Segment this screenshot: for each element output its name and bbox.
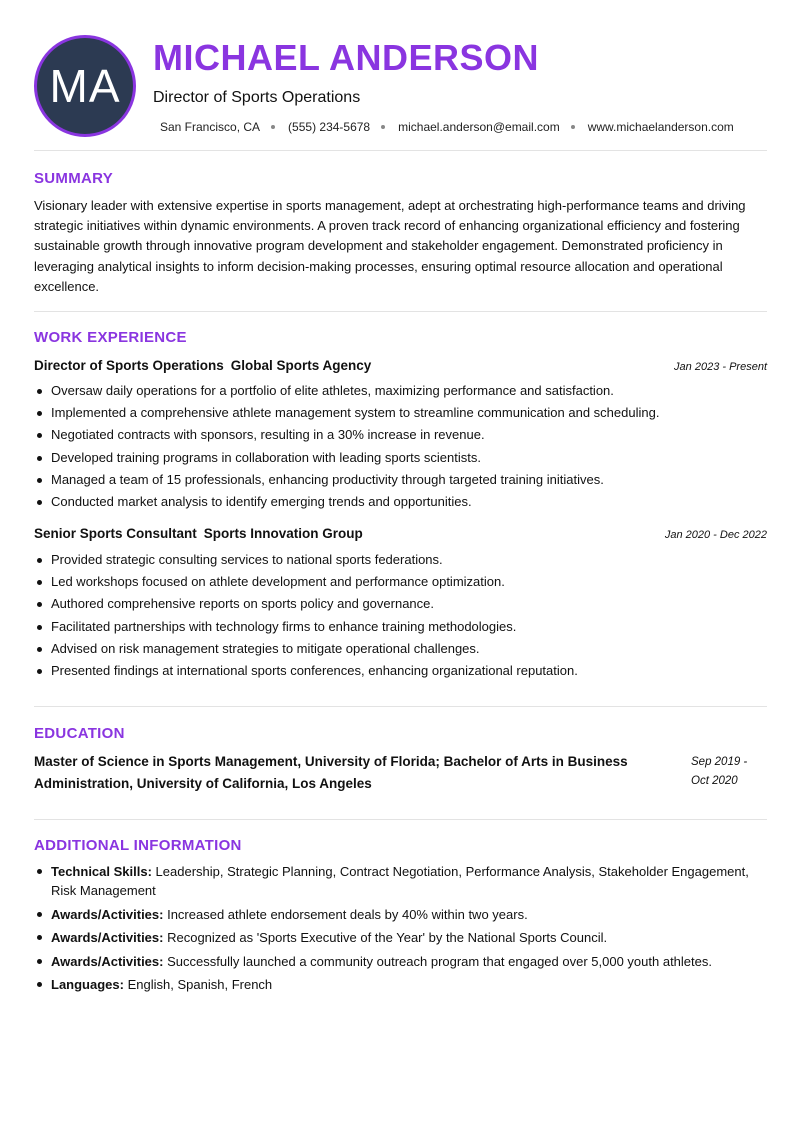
additional-heading: ADDITIONAL INFORMATION [34, 837, 242, 854]
divider [34, 311, 767, 312]
job-dates: Jan 2023 - Present [674, 361, 767, 373]
education-heading: EDUCATION [34, 725, 125, 742]
contact-email[interactable]: michael.anderson@email.com [398, 120, 560, 134]
item-label: Technical Skills: [51, 864, 152, 879]
divider [34, 819, 767, 820]
education-dates: Sep 2019 - Oct 2020 [691, 756, 748, 787]
job-bullets [34, 549, 767, 682]
avatar-initials: MA [49, 60, 121, 112]
list-item [34, 952, 767, 971]
job-header [34, 526, 767, 541]
list-item [34, 928, 767, 947]
item-text: Increased athlete endorsement deals by 40% within two years. [167, 906, 528, 922]
list-item [34, 905, 767, 924]
languages-label: Languages: [51, 977, 124, 992]
list-item: Provided strategic consulting services to national sports federations. [34, 549, 767, 571]
summary-text: Visionary leader with extensive expertise in sports management, adept at orchestrating high-performance teams and driving strategic initiatives within dynamic environments. A proven track record of enhancing organizational efficiency and fostering sustainable growth through innovative program development and stakeholder engagement. Demonstrated proficiency in leveraging analytical insights to inform decision-making processes, ensuring optimal resource allocation and operational excellence. [34, 198, 746, 294]
bullet-separator [571, 125, 575, 129]
list-item: Oversaw daily operations for a portfolio of elite athletes, maximizing performance and satisfaction. [34, 380, 767, 402]
job-company: Global Sports Agency [230, 358, 372, 373]
job-role [34, 358, 371, 373]
contact-location: San Francisco, CA [160, 120, 261, 134]
avatar [34, 35, 136, 137]
candidate-name: MICHAEL ANDERSON [153, 37, 540, 78]
item-text: Successfully launched a community outreach program that engaged over 5,000 youth athletes. [167, 953, 712, 969]
list-item: Negotiated contracts with sponsors, resulting in a 30% increase in revenue. [34, 424, 767, 446]
language: , French [224, 977, 272, 992]
item-label: Awards/Activities: [51, 906, 164, 922]
bullet-separator [381, 125, 385, 129]
list-item: Developed training programs in collaboration with leading sports scientists. [34, 447, 767, 469]
item-text: Recognized as 'Sports Executive of the Year' by the National Sports Council. [167, 930, 608, 945]
job-title: Director of Sports Operations [34, 358, 224, 373]
candidate-title: Director of Sports Operations [153, 89, 361, 106]
list-item: Presented findings at international sports conferences, enhancing organizational reputation. [34, 660, 767, 682]
job-role [34, 526, 363, 541]
language: , Spanish [170, 977, 224, 992]
item-text: Leadership, Strategic Planning, Contract Negotiation, Performance Analysis, Stakeholder Engagement, Risk Management [51, 864, 749, 898]
summary-heading: SUMMARY [34, 170, 114, 187]
list-item: Led workshops focused on athlete development and performance optimization. [34, 571, 767, 593]
bullet-separator [271, 125, 275, 129]
additional-list [34, 862, 767, 999]
contact-website[interactable]: www.michaelanderson.com [587, 120, 734, 134]
list-item: Authored comprehensive reports on sports policy and governance. [34, 593, 767, 615]
list-item: Facilitated partnerships with technology firms to enhance training methodologies. [34, 616, 767, 638]
job-title: Senior Sports Consultant [34, 526, 197, 541]
job-company: Sports Innovation Group [203, 526, 363, 541]
list-item: Advised on risk management strategies to mitigate operational challenges. [34, 638, 767, 660]
list-item: Managed a team of 15 professionals, enhancing productivity through targeted training initiatives. [34, 469, 767, 491]
divider [34, 150, 767, 151]
contact-bar [160, 120, 734, 134]
job-header [34, 358, 767, 373]
item-label: Awards/Activities: [51, 953, 164, 969]
language: English [127, 977, 171, 992]
experience-heading: WORK EXPERIENCE [34, 329, 187, 346]
job-bullets [34, 380, 767, 513]
divider [34, 706, 767, 707]
languages-item [34, 975, 767, 994]
contact-phone: (555) 234-5678 [288, 120, 371, 134]
item-label: Awards/Activities: [51, 930, 164, 945]
job-dates: Jan 2020 - Dec 2022 [664, 529, 767, 541]
list-item [34, 862, 767, 900]
education-degree: Master of Science in Sports Management, University of Florida; Bachelor of Arts in Business Administration, University of California, Los Angeles [34, 754, 628, 791]
list-item: Conducted market analysis to identify emerging trends and opportunities. [34, 491, 767, 513]
list-item: Implemented a comprehensive athlete management system to streamline communication and scheduling. [34, 402, 767, 424]
